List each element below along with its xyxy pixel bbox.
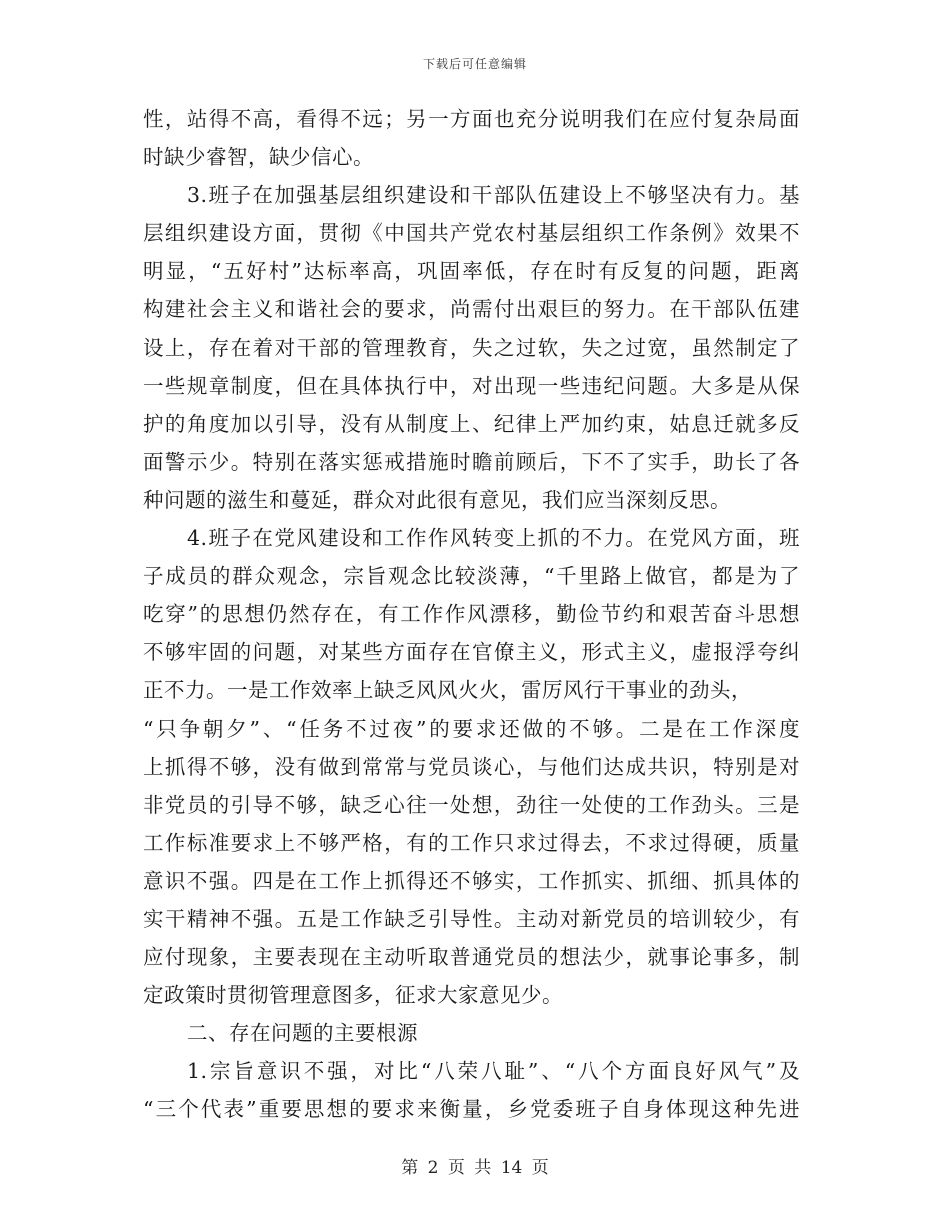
text-line: 设上，存在着对干部的管理教育，失之过软，失之过宽，虽然制定了 — [143, 335, 800, 360]
text-line: 一些规章制度，但在具体执行中，对出现一些违纪问题。大多是从保 — [143, 373, 800, 398]
text-line: “三个代表”重要思想的要求来衡量，乡党委班子自身体现这种先进 — [143, 1097, 800, 1122]
text-line: 实干精神不强。五是工作缺乏引导性。主动对新党员的培训较少，有 — [143, 906, 800, 931]
text-line: 层组织建设方面，贯彻《中国共产党农村基层组织工作条例》效果不 — [143, 221, 800, 246]
text-line: 子成员的群众观念，宗旨观念比较淡薄，“千里路上做官，都是为了 — [143, 564, 800, 589]
text-line: 上抓得不够，没有做到常常与党员谈心，与他们达成共识，特别是对 — [143, 754, 800, 779]
text-line: “只争朝夕”、“任务不过夜”的要求还做的不够。二是在工作深度 — [143, 716, 800, 741]
text-line: 应付现象，主要表现在主动听取普通党员的想法少，就事论事多，制 — [143, 945, 800, 970]
text-line: 种问题的滋生和蔓延，群众对此很有意见，我们应当深刻反思。 — [143, 487, 731, 512]
text-line: 4.班子在党风建设和工作作风转变上抓的不力。在党风方面，班 — [187, 526, 800, 551]
text-line: 明显，“五好村”达标率高，巩固率低，存在时有反复的问题，距离 — [143, 259, 800, 284]
text-line: 意识不强。四是在工作上抓得还不够实，工作抓实、抓细、抓具体的 — [143, 868, 800, 893]
text-line: 吃穿”的思想仍然存在，有工作作风漂移，勤俭节约和艰苦奋斗思想 — [143, 602, 800, 627]
text-line: 正不力。一是工作效率上缺乏风风火火，雷厉风行干事业的劲头， — [143, 678, 752, 703]
page-number-footer: 第 2 页 共 14 页 — [401, 1158, 549, 1178]
text-line: 性，站得不高，看得不远；另一方面也充分说明我们在应付复杂局面 — [143, 107, 800, 131]
text-line: 不够牢固的问题，对某些方面存在官僚主义，形式主义，虚报浮夸纠 — [143, 640, 800, 665]
page-header-note: 下载后可任意编辑 — [422, 57, 527, 71]
section-heading: 二、存在问题的主要根源 — [187, 1021, 418, 1046]
text-line: 工作标准要求上不够严格，有的工作只求过得去，不求过得硬，质量 — [143, 830, 800, 855]
text-line: 非党员的引导不够，缺乏心往一处想，劲往一处使的工作劲头。三是 — [143, 792, 800, 817]
text-line: 护的角度加以引导，没有从制度上、纪律上严加约束，姑息迁就多反 — [143, 411, 800, 436]
text-line: 构建社会主义和谐社会的要求，尚需付出艰巨的努力。在干部队伍建 — [143, 297, 800, 322]
text-line: 定政策时贯彻管理意图多，征求大家意见少。 — [143, 983, 563, 1008]
text-line: 3.班子在加强基层组织建设和干部队伍建设上不够坚决有力。基 — [187, 183, 800, 208]
document-body — [143, 100, 800, 1129]
text-line: 时缺少睿智，缺少信心。 — [143, 145, 374, 170]
text-line: 面警示少。特别在落实惩戒措施时瞻前顾后，下不了实手，助长了各 — [143, 449, 800, 474]
text-line: 1.宗旨意识不强，对比“八荣八耻”、“八个方面良好风气”及 — [187, 1059, 800, 1084]
